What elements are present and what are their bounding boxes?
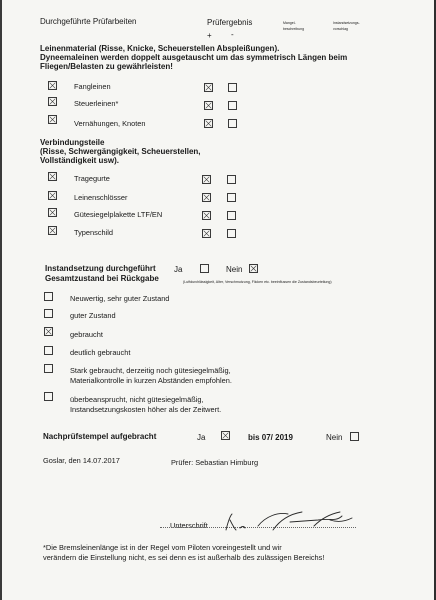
gesamt-option-ueberbeansprucht-line2: Instandsetzungskosten höher als der Zeitwert. <box>70 405 222 414</box>
check-x-mark <box>203 176 210 183</box>
header-pruefergebnis: Prüfergebnis <box>207 18 253 27</box>
check-x-mark <box>49 192 56 199</box>
check-x-mark <box>205 84 212 91</box>
leinen-status-checkbox-2[interactable] <box>48 115 57 124</box>
verbindung-title-line1: Verbindungsteile <box>40 138 105 147</box>
check-x-mark <box>49 227 56 234</box>
instandsetzung-ja-label: Ja <box>174 265 183 274</box>
header-pruefarbeiten: Durchgeführte Prüfarbeiten <box>40 17 137 26</box>
gesamt-option-checkbox-0[interactable] <box>44 292 53 301</box>
verbindung-status-checkbox-2[interactable] <box>48 208 57 217</box>
stempel-bis-date: bis 07/ 2019 <box>248 433 293 442</box>
verbindung-status-checkbox-1[interactable] <box>48 191 57 200</box>
gesamt-option-guter-zustand: guter Zustand <box>70 311 116 320</box>
verbindung-status-checkbox-0[interactable] <box>48 172 57 181</box>
leinen-title-line3: Fliegen/Belasten zu gewährleisten! <box>40 62 173 71</box>
verbindung-item-guetesiegel: Gütesiegelplakette LTF/EN <box>74 210 163 219</box>
header-instandsetzung-line1: Instandsetzungs- <box>333 21 360 25</box>
gesamt-option-checkbox-2[interactable] <box>44 327 53 336</box>
verbindung-minus-checkbox-3[interactable] <box>227 229 236 238</box>
check-x-mark <box>205 120 212 127</box>
check-x-mark <box>203 212 210 219</box>
gesamtzustand-note: (Luftdurchlässigkeit, Alter, Verschmutzung, Flicken etc. beeinflussen die Zustandsbeurteilung) <box>183 280 332 284</box>
leinen-plus-checkbox-0[interactable] <box>204 83 213 92</box>
gesamt-option-checkbox-3[interactable] <box>44 346 53 355</box>
leinen-status-checkbox-0[interactable] <box>48 81 57 90</box>
gesamt-option-gebraucht: gebraucht <box>70 330 103 339</box>
leinen-item-steuerleinen: Steuerleinen* <box>74 99 119 108</box>
check-x-mark <box>49 82 56 89</box>
verbindung-minus-checkbox-0[interactable] <box>227 175 236 184</box>
gesamt-option-checkbox-1[interactable] <box>44 309 53 318</box>
leinen-minus-checkbox-0[interactable] <box>228 83 237 92</box>
leinen-title-line1: Leinenmaterial (Risse, Knicke, Scheuerstellen Abspleißungen). <box>40 44 280 53</box>
leinen-item-fangleinen: Fangleinen <box>74 82 111 91</box>
verbindung-plus-checkbox-2[interactable] <box>202 211 211 220</box>
unterschrift-label: Unterschrift <box>170 521 208 530</box>
verbindung-item-leinenschloesser: Leinenschlösser <box>74 193 128 202</box>
footnote-line2: verändern die Einstellung nicht, es sei denn es ist außerhalb des zulässigen Bereichs! <box>43 553 325 562</box>
instandsetzung-nein-label: Nein <box>226 265 243 274</box>
check-x-mark <box>49 116 56 123</box>
header-plus: + <box>207 31 212 40</box>
footnote-line1: *Die Bremsleinenlänge ist in der Regel vom Piloten voreingestellt und wir <box>43 543 282 552</box>
verbindung-title <box>40 138 201 165</box>
stempel-ja-checkbox[interactable] <box>221 431 230 440</box>
header-instandsetzung-line2: vorschlag <box>333 27 348 31</box>
check-x-mark <box>222 432 229 439</box>
verbindung-plus-checkbox-1[interactable] <box>202 193 211 202</box>
leinen-plus-checkbox-2[interactable] <box>204 119 213 128</box>
leinen-plus-checkbox-1[interactable] <box>204 101 213 110</box>
verbindung-plus-checkbox-0[interactable] <box>202 175 211 184</box>
gesamt-option-checkbox-5[interactable] <box>44 392 53 401</box>
leinen-title-line2: Dyneemaleinen werden doppelt ausgetauscht um das symmetrisch Längen beim <box>40 53 348 62</box>
header-mangel-line1: Mangel- <box>283 21 296 25</box>
place-date: Goslar, den 14.07.2017 <box>43 456 120 465</box>
verbindung-title-line3: Vollständigkeit usw). <box>40 156 119 165</box>
instandsetzung-label: Instandsetzung durchgeführt <box>45 264 156 273</box>
check-x-mark <box>250 265 257 272</box>
check-x-mark <box>49 209 56 216</box>
check-x-mark <box>205 102 212 109</box>
gesamt-option-checkbox-4[interactable] <box>44 364 53 373</box>
gesamt-option-stark-line1: Stark gebraucht, derzeitig noch gütesiegelmäßig, <box>70 366 231 375</box>
handwritten-signature <box>218 508 368 534</box>
leinen-minus-checkbox-1[interactable] <box>228 101 237 110</box>
gesamt-option-neuwertig: Neuwertig, sehr guter Zustand <box>70 294 170 303</box>
verbindung-item-typenschild: Typenschild <box>74 228 114 237</box>
scan-edge-left <box>0 0 2 600</box>
gesamt-option-ueberbeansprucht-line1: überbeansprucht, nicht gütesiegelmäßig, <box>70 395 204 404</box>
leinen-item-vernaehungen: Vernähungen, Knoten <box>74 119 146 128</box>
check-x-mark <box>203 230 210 237</box>
leinen-status-checkbox-1[interactable] <box>48 97 57 106</box>
pruefer-name: Prüfer: Sebastian Himburg <box>171 458 259 467</box>
verbindung-title-line2: (Risse, Schwergängigkeit, Scheuerstellen, <box>40 147 201 156</box>
check-x-mark <box>45 328 52 335</box>
instandsetzung-nein-checkbox[interactable] <box>249 264 258 273</box>
stempel-nein-checkbox[interactable] <box>350 432 359 441</box>
verbindung-status-checkbox-3[interactable] <box>48 226 57 235</box>
gesamtzustand-label: Gesamtzustand bei Rückgabe <box>45 274 159 283</box>
verbindung-item-tragegurte: Tragegurte <box>74 174 110 183</box>
leinen-minus-checkbox-2[interactable] <box>228 119 237 128</box>
check-x-mark <box>203 194 210 201</box>
gesamt-option-deutlich-gebraucht: deutlich gebraucht <box>70 348 131 357</box>
stempel-label: Nachprüfstempel aufgebracht <box>43 432 157 441</box>
instandsetzung-ja-checkbox[interactable] <box>200 264 209 273</box>
verbindung-minus-checkbox-2[interactable] <box>227 211 236 220</box>
verbindung-plus-checkbox-3[interactable] <box>202 229 211 238</box>
stempel-nein-label: Nein <box>326 433 343 442</box>
verbindung-minus-checkbox-1[interactable] <box>227 193 236 202</box>
check-x-mark <box>49 173 56 180</box>
check-x-mark <box>49 98 56 105</box>
leinen-title <box>40 44 347 71</box>
gesamt-option-stark-line2: Materialkontrolle in kurzen Abständen empfohlen. <box>70 376 232 385</box>
stempel-ja-label: Ja <box>197 433 206 442</box>
header-minus: - <box>231 30 234 39</box>
header-mangel-line2: beschreibung <box>283 27 305 31</box>
